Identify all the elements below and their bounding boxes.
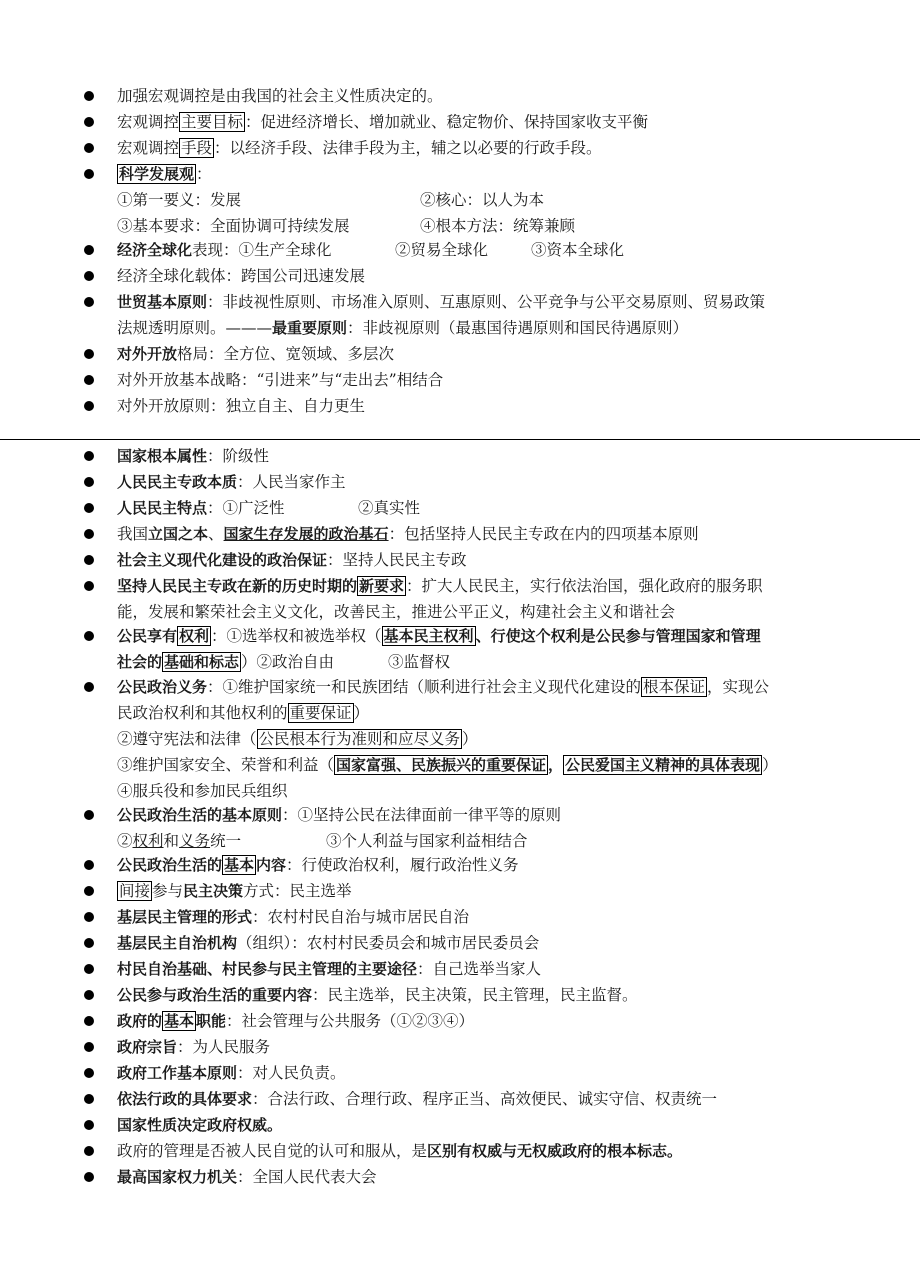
bullet xyxy=(84,1094,94,1104)
text: ②核心：以人为本 xyxy=(420,191,545,209)
text: ：阶级性 xyxy=(207,447,270,465)
list-item xyxy=(117,959,541,979)
bullet xyxy=(84,555,94,565)
text: ②贸易全球化 xyxy=(395,241,489,259)
bullet xyxy=(84,451,94,461)
boxed-term: 基础和标志 xyxy=(164,653,240,671)
underlined-term: 义务 xyxy=(179,832,211,850)
text: 方式：民主选举 xyxy=(243,882,352,900)
text xyxy=(388,652,450,672)
bold-underlined-term: 国家生存发展的政治基石 xyxy=(223,525,389,543)
bullet xyxy=(84,990,94,1000)
bullet xyxy=(84,349,94,359)
text: ：①坚持公民在法律面前一律平等的原则 xyxy=(282,806,562,824)
list-item xyxy=(117,138,602,158)
bullet xyxy=(84,810,94,820)
bold-term: 经济全球化 xyxy=(117,241,193,259)
bold-term: 世贸基本原则 xyxy=(117,293,208,311)
bullet xyxy=(84,938,94,948)
list-item-continuation xyxy=(117,703,369,723)
list-item-continuation xyxy=(117,781,288,801)
text: ：非歧视原则（最惠国待遇原则和国民待遇原则） xyxy=(347,319,689,337)
list-item xyxy=(117,86,443,106)
text: ） xyxy=(353,704,370,722)
bold-term: 公民政治生活的 xyxy=(117,856,223,874)
list-item xyxy=(117,164,212,184)
bold-term: 、行使这个权利是公民参与管理国家和管理 xyxy=(475,627,761,645)
bold-term: 社会的 xyxy=(117,653,163,671)
boxed-term: 重要保证 xyxy=(289,704,352,722)
list-item xyxy=(117,1089,717,1109)
text: ②真实性 xyxy=(358,499,421,517)
list-item xyxy=(117,907,469,927)
bullet xyxy=(84,1016,94,1026)
bullet xyxy=(84,245,94,255)
bold-term: 政府宗旨 xyxy=(117,1038,178,1056)
bullet xyxy=(84,297,94,307)
boxed-term: 公民根本行为准则和应尽义务 xyxy=(258,730,461,748)
bold-term: 国家根本属性 xyxy=(117,447,208,465)
underlined-term: 权利 xyxy=(132,832,164,850)
text: ③监督权 xyxy=(388,653,451,671)
text: ④根本方法：统筹兼顾 xyxy=(420,217,576,235)
list-item-continuation xyxy=(117,190,241,210)
bold-term: 坚持人民民主专政在新的历史时期的 xyxy=(117,577,358,595)
text: 和 xyxy=(163,832,180,850)
list-item xyxy=(117,446,269,466)
text: 能，发展和繁荣社会主义文化，改善民主，推进公平正义，构建社会主义和谐社会 xyxy=(117,603,676,621)
text: 法规透明原则。——— xyxy=(117,319,273,337)
bullet xyxy=(84,375,94,385)
bold-term: 政府工作基本原则 xyxy=(117,1064,238,1082)
text: ：促进经济增长、增加就业、稳定物价、保持国家收支平衡 xyxy=(245,113,649,131)
bold-term: 最重要原则 xyxy=(272,319,348,337)
text: 宏观调控 xyxy=(117,139,180,157)
text: ：扩大人民民主，实行依法治国，强化政府的服务职 xyxy=(406,577,763,595)
bullet xyxy=(84,271,94,281)
section-divider xyxy=(0,439,920,440)
boxed-term: 基本 xyxy=(164,1012,195,1030)
boxed-term: 主要目标 xyxy=(181,113,244,131)
text: ） xyxy=(462,730,478,748)
bullet xyxy=(84,1146,94,1156)
text: ：①广泛性 xyxy=(207,499,285,517)
text: 表现：①生产全球化 xyxy=(192,241,332,259)
bullet xyxy=(84,503,94,513)
text: ：非歧视性原则、市场准入原则、互惠原则、公平竞争与公平交易原则、贸易政策 xyxy=(207,293,766,311)
list-item xyxy=(117,524,699,544)
list-item xyxy=(117,344,394,364)
text: ， xyxy=(548,756,564,774)
text: ③个人利益与国家利益相结合 xyxy=(326,832,528,850)
bold-term: 对外开放 xyxy=(117,345,178,363)
bullet xyxy=(84,631,94,641)
boxed-term: 新要求 xyxy=(359,577,405,595)
list-item xyxy=(117,805,561,825)
bold-term: 政府的 xyxy=(117,1012,163,1030)
text: ①第一要义：发展 xyxy=(117,191,242,209)
text: ：全国人民代表大会 xyxy=(237,1168,377,1186)
list-item xyxy=(117,240,332,260)
bold-term: 基层民主管理的形式 xyxy=(117,908,253,926)
text: ，实现公 xyxy=(707,678,770,696)
list-item-continuation xyxy=(420,190,544,210)
bullet xyxy=(84,401,94,411)
text: ） xyxy=(762,756,778,774)
bullet xyxy=(84,1120,94,1130)
list-item xyxy=(117,881,352,901)
text: 政府的管理是否被人民自觉的认可和服从，是 xyxy=(117,1142,428,1160)
list-item xyxy=(117,472,346,492)
list-item xyxy=(117,677,769,697)
text: ：行使政治权利，履行政治性义务 xyxy=(286,856,519,874)
bullet xyxy=(84,860,94,870)
list-item xyxy=(117,1011,474,1031)
list-item-continuation xyxy=(117,652,334,672)
text: ：①维护国家统一和民族团结（顺利进行社会主义现代化建设的 xyxy=(207,678,642,696)
text: 对外开放基本战略：“引进来”与“走出去”相结合 xyxy=(117,371,444,389)
bullet xyxy=(84,682,94,692)
bold-term: 立国之本 xyxy=(148,525,209,543)
text: ③维护国家安全、荣誉和利益（ xyxy=(117,756,335,774)
boxed-term: 公民爱国主义精神的具体表现 xyxy=(565,756,761,774)
list-item-continuation xyxy=(117,755,778,775)
bullet xyxy=(84,1172,94,1182)
bullet xyxy=(84,886,94,896)
text: ：对人民负责。 xyxy=(237,1064,346,1082)
list-item xyxy=(117,370,443,390)
text: ：农村村民自治与城市居民自治 xyxy=(252,908,470,926)
bullet xyxy=(84,143,94,153)
bold-term: 区别有权威与无权威政府的根本标志。 xyxy=(427,1142,683,1160)
bold-term: 人民民主专政本质 xyxy=(117,473,238,491)
bold-term: 公民享有 xyxy=(117,627,178,645)
list-item-continuation xyxy=(117,729,478,749)
bold-term: 最高国家权力机关 xyxy=(117,1168,238,1186)
text: ④服兵役和参加民兵组织 xyxy=(117,782,288,800)
bold-term: 村民自治基础、村民参与民主管理的主要途径 xyxy=(117,960,418,978)
bullet xyxy=(84,1068,94,1078)
text xyxy=(531,240,624,260)
text: ：包括坚持人民民主专政在内的四项基本原则 xyxy=(388,525,699,543)
text: ：以经济手段、法律手段为主，辅之以必要的行政手段。 xyxy=(214,139,602,157)
list-item-continuation xyxy=(420,216,575,236)
list-item-continuation xyxy=(117,318,688,338)
bullet xyxy=(84,964,94,974)
bold-term: 国家性质决定政府权威。 xyxy=(117,1116,283,1134)
bold-term: 公民政治生活的基本原则 xyxy=(117,806,283,824)
text: ：人民当家作主 xyxy=(237,473,346,491)
list-item-continuation xyxy=(117,831,241,851)
boxed-term: 科学发展观 xyxy=(119,165,195,183)
bold-term: 公民参与政治生活的重要内容 xyxy=(117,986,313,1004)
list-item xyxy=(117,1115,282,1135)
text: ）②政治自由 xyxy=(241,653,335,671)
list-item xyxy=(117,933,539,953)
text: ：合法行政、合理行政、程序正当、高效便民、诚实守信、权责统一 xyxy=(252,1090,718,1108)
text: 对外开放原则：独立自主、自力更生 xyxy=(117,397,366,415)
list-item xyxy=(117,1167,377,1187)
list-item xyxy=(117,576,763,596)
boxed-term: 间接 xyxy=(119,882,151,900)
boxed-term: 基本民主权利 xyxy=(383,627,474,645)
bullet xyxy=(84,117,94,127)
text: 宏观调控 xyxy=(117,113,180,131)
text: ② xyxy=(117,832,133,850)
list-item-continuation xyxy=(117,602,675,622)
list-item-continuation xyxy=(117,216,350,236)
bold-term: 依法行政的具体要求 xyxy=(117,1090,253,1108)
text: ：坚持人民民主专政 xyxy=(327,551,467,569)
bullet xyxy=(84,169,94,179)
text: 、 xyxy=(208,525,224,543)
text xyxy=(326,831,528,851)
bullet xyxy=(84,477,94,487)
text: ②遵守宪法和法律（ xyxy=(117,730,257,748)
boxed-term: 国家富强、民族振兴的重要保证 xyxy=(336,756,547,774)
list-item xyxy=(117,985,638,1005)
list-item xyxy=(117,498,285,518)
text: ③资本全球化 xyxy=(531,241,625,259)
list-item xyxy=(117,1037,270,1057)
text: 参与 xyxy=(152,882,184,900)
text: 格局：全方位、宽领域、多层次 xyxy=(177,345,395,363)
text: 民政治权利和其他权利的 xyxy=(117,704,288,722)
bold-term: 人民民主特点 xyxy=(117,499,208,517)
text: ：自己选举当家人 xyxy=(417,960,542,978)
bullet xyxy=(84,581,94,591)
text: 我国 xyxy=(117,525,149,543)
list-item xyxy=(117,396,365,416)
text: ：社会管理与公共服务（①②③④） xyxy=(226,1012,475,1030)
boxed-term: 基本 xyxy=(224,856,255,874)
list-item xyxy=(117,550,467,570)
bold-term: 内容 xyxy=(256,856,287,874)
bullet xyxy=(84,1042,94,1052)
bullet xyxy=(84,529,94,539)
boxed-term: 权利 xyxy=(179,627,210,645)
text xyxy=(358,498,420,518)
list-item xyxy=(117,112,648,132)
boxed-term: 根本保证 xyxy=(643,678,706,696)
text: ：①选举权和被选举权（ xyxy=(211,627,382,645)
bullet xyxy=(84,912,94,922)
bold-term: 职能 xyxy=(196,1012,227,1030)
boxed-term: 手段 xyxy=(181,139,213,157)
list-item xyxy=(117,1063,346,1083)
text: ：为人民服务 xyxy=(177,1038,271,1056)
text: 统一 xyxy=(210,832,242,850)
bold-term: 民主决策 xyxy=(183,882,244,900)
text: ：民主选举，民主决策，民主管理，民主监督。 xyxy=(312,986,638,1004)
bold-term: 基层民主自治机构 xyxy=(117,934,238,952)
text xyxy=(395,240,488,260)
bold-term: 公民政治义务 xyxy=(117,678,208,696)
text: ： xyxy=(196,165,212,183)
list-item xyxy=(117,266,365,286)
text: 加强宏观调控是由我国的社会主义性质决定的。 xyxy=(117,87,443,105)
text: （组织）：农村村民委员会和城市居民委员会 xyxy=(237,934,540,952)
list-item xyxy=(117,292,765,312)
text: 经济全球化载体：跨国公司迅速发展 xyxy=(117,267,366,285)
list-item xyxy=(117,855,519,875)
list-item xyxy=(117,626,761,646)
text: ③基本要求：全面协调可持续发展 xyxy=(117,217,350,235)
bold-term: 社会主义现代化建设的政治保证 xyxy=(117,551,328,569)
list-item xyxy=(117,1141,682,1161)
bullet xyxy=(84,91,94,101)
